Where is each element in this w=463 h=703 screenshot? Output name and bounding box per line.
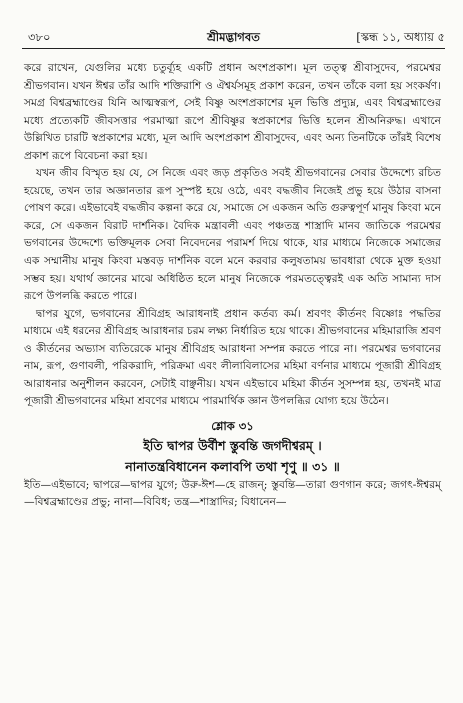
verse-line: ইতি দ্বাপর উর্বীশ স্তুবন্তি জগদীশ্বরম্ । (143, 437, 322, 453)
paragraph: দ্বাপর যুগে, ভগবানের শ্রীবিগ্রহ আরাধনাই প্রধান কর্তব্য কর্ম। শ্রবণং কীর্তনং বিষ্ণোঃ পদ্ধতির মাধ্যমে এই ধরনের শ্রীবিগ্রহ আরাধনার চরম লক্ষ্য নির্ধারিত হয়ে থাকে। শ্রীভগবানের মহিমারাজি শ্রবণ ও কীর্তনের অভ্যাস ব্যতিরেকে মানুষ শ্রীবিগ্রহ আরাধনা সম্পন্ন করতে পারে না। পরমেশ্বর ভগবানের নাম, রূপ, গুণাবলী, পরিকরাদি, পরিক্রমা এবং লীলাবিলাসের মহিমা বর্ণনার মাধ্যমে পূজারী শ্রীবিগ্রহ আরাধনার অনুশীলন করবেন, সেটাই বাঞ্ছনীয়। যখন এইভাবে মহিমা কীর্তন সুসম্পন্ন হয়, তখনই মাত্র পূজারী শ্রীভগবানের মহিমা শ্রবণের মাধ্যমে পারমার্থিক জ্ঞান উপলব্ধির যোগ্য হয়ে উঠেন। (24, 307, 441, 408)
synonyms: ইতি—এইভাবে; দ্বাপরে—দ্বাপর যুগে; উরু-ঈশ—হে রাজন্; স্তুবন্তি—তারা গুণগান করে; জগৎ-ঈশ্বরম্—বিশ্বব্রহ্মাণ্ডের প্রভু; নানা—বিবিধ; তন্ত্র—শাস্ত্রাদির; বিধানেন— (24, 478, 441, 508)
verse-line: নানাতন্ত্রবিধানেন কলাবপি তথা শৃণু ॥ ৩১ ॥ (125, 458, 340, 474)
paragraph: যখন জীব বিস্মৃত হয় যে, সে নিজে এবং জড় প্রকৃতিও সবই শ্রীভগবানের সেবার উদ্দেশ্যে রচিত হয়েছে, তখন তার অজ্ঞানতার রূপ সুস্পষ্ট হয়ে ওঠে, এবং বদ্ধজীব নিজেই প্রভু হয়ে উঠার বাসনা পোষণ করে। এইভাবেই বদ্ধজীব কল্পনা করে যে, সমাজে সে একজন অতি গুরুত্বপূর্ণ মানুষ কিংবা মনে করে, সে একজন বিরাট দার্শনিক। বৈদিক মন্ত্রাবলী এবং পঞ্চতন্ত্র শাস্ত্রাদি মানব জাতিকে পরমেশ্বর ভগবানের উদ্দেশ্যে ভক্তিমূলক সেবা নিবেদনের পরামর্শ দিয়ে থাকে, যার মাধ্যমে নিজেকে সমাজের এক সম্মানীয় মানুষ কিংবা মস্তবড় দার্শনিক বলে মনে করবার কলুষতাময় ভাবধারা থেকে মুক্ত হওয়া সম্ভব হয়। যথার্থ জ্ঞানের মাঝে অধিষ্ঠিত হলে মানুষ নিজেকে পরমতত্ত্বেরই এক অতি সামান্য দাস রূপে উপলব্ধি করতে পারে। (24, 167, 442, 303)
paragraph: করে রাখেন, যেগুলির মধ্যে চতুর্ব্যূহ একটি প্রধান অংশপ্রকাশ। মূল তত্ত্ব শ্রীবাসুদেব, পরমেশ্বর শ্রীভগবান। যখন ঈশ্বর তাঁর আদি শক্তিরাশি ও ঐশ্বর্যসমূহ প্রকাশ করেন, তখন তাঁকে বলা হয় সংকর্ষণ। সমগ্র বিশ্বব্রহ্মাণ্ডের যিনি আত্মস্বরূপ, সেই বিষ্ণু অংশপ্রকাশের মূল ভিত্তি প্রদ্যুম্ন, এবং বিশ্বব্রহ্মাণ্ডের মধ্যে প্রত্যেকটি জীবসত্তার পরমাত্মা রূপে শ্রীবিষ্ণুর স্বপ্রকাশের ভিত্তি হলেন শ্রীঅনিরুদ্ধ। এখানে উল্লিখিত চারটি স্বপ্রকাশের মধ্যে, মূল আদি অংশপ্রকাশ শ্রীবাসুদেব, এবং অন্য তিনটিকে তাঁরই বিশেষ প্রকাশ রূপে বিবেচনা করা হয়। (24, 62, 441, 162)
page-number: ৩৮০ (28, 30, 51, 44)
book-title: শ্রীমদ্ভাগবত (207, 30, 260, 44)
sloka-heading: শ্লোক ৩১ (211, 418, 254, 433)
chapter-info: [স্কন্ধ ১১, অধ্যায় ৫ (356, 30, 445, 44)
header-rule (22, 48, 445, 49)
page-header (22, 28, 445, 46)
page-body (24, 60, 441, 511)
